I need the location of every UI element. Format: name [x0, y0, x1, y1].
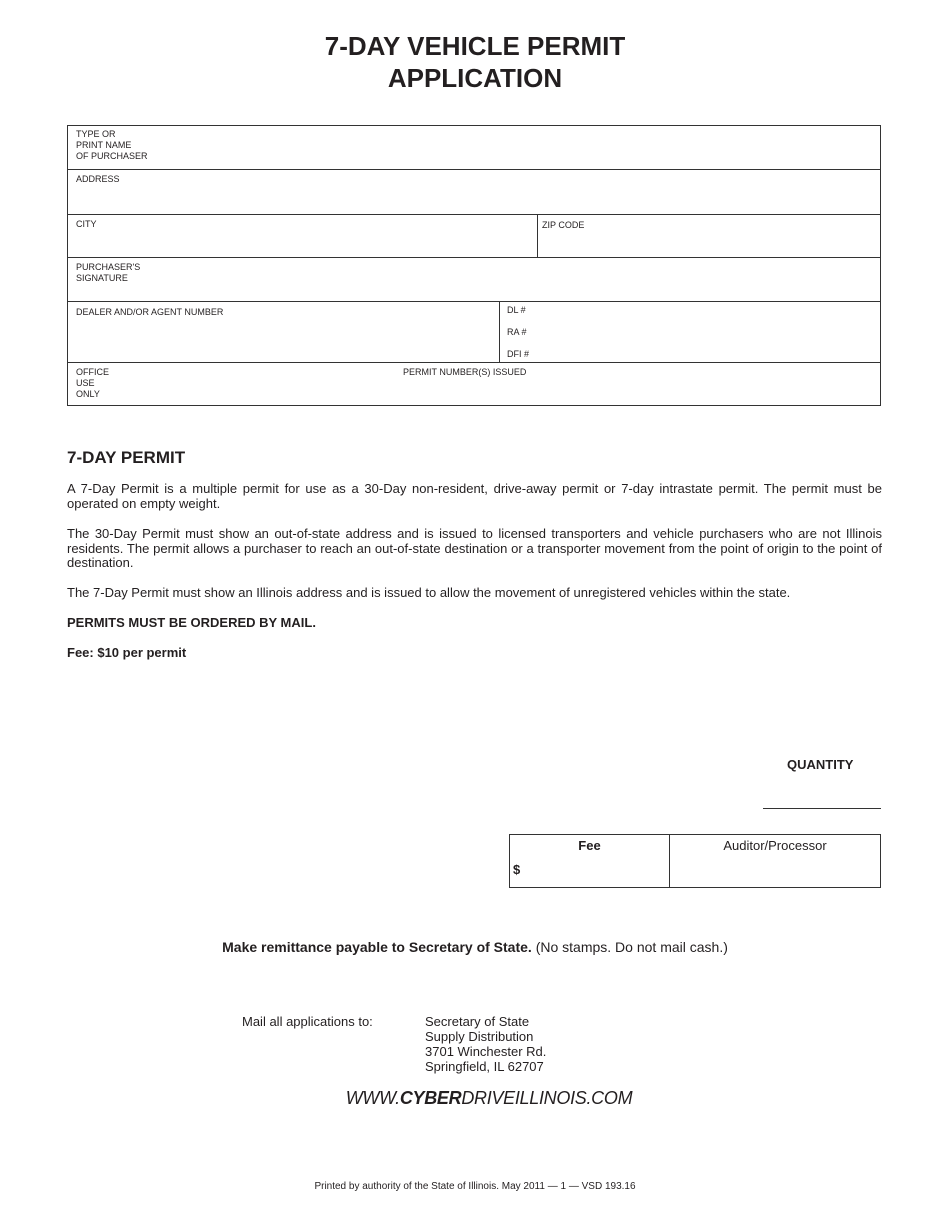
- dealer-row: [68, 302, 880, 363]
- dealer-label: DEALER AND/OR AGENT NUMBER: [76, 307, 224, 317]
- office-use-row: [68, 363, 880, 405]
- mailing-label: Mail all applications to:: [242, 1014, 373, 1029]
- dollar-sign: $: [513, 862, 521, 877]
- purchaser-name-field[interactable]: [68, 126, 880, 170]
- ra-label: RA #: [507, 327, 527, 337]
- signature-label: PURCHASER'S SIGNATURE: [76, 262, 141, 283]
- section-heading: 7-DAY PERMIT: [67, 448, 186, 467]
- paragraph-2: The 30-Day Permit must show an out-of-state address and is issued to licensed transporters and vehicle purchasers who are not Illinois residents. The permit allows a purchaser to reach an out-of-state destination or a transporter movement from the point of origin to the point of destination.: [67, 526, 882, 570]
- application-form: [67, 125, 881, 406]
- office-use-label: OFFICE USE ONLY: [76, 367, 109, 399]
- title-line-1: 7-DAY VEHICLE PERMIT: [324, 31, 626, 61]
- fee-cell[interactable]: [510, 835, 670, 887]
- dl-ra-dfi-field[interactable]: [500, 302, 880, 362]
- auditor-header: Auditor/Processor: [723, 838, 827, 853]
- address-field[interactable]: [68, 170, 880, 215]
- paragraph-3: The 7-Day Permit must show an Illinois address and is issued to allow the movement of unregistered vehicles within the state.: [67, 585, 791, 600]
- auditor-cell[interactable]: [670, 835, 880, 887]
- dl-label: DL #: [507, 305, 526, 315]
- zip-code-label: ZIP CODE: [542, 220, 585, 230]
- quantity-input-line[interactable]: [763, 808, 881, 809]
- footer-text: Printed by authority of the State of Illinois. May 2011 — 1 — VSD 193.16: [314, 1181, 636, 1192]
- remittance-note: Make remittance payable to Secretary of State. (No stamps. Do not mail cash.): [222, 939, 728, 955]
- permit-numbers-label: PERMIT NUMBER(S) ISSUED: [403, 367, 527, 377]
- title-line-2: APPLICATION: [387, 63, 563, 93]
- mail-notice: PERMITS MUST BE ORDERED BY MAIL.: [67, 615, 316, 630]
- fee-table: [509, 834, 881, 888]
- website-logo: WWW.CYBERDRIVEILLINOIS.COM: [345, 1088, 633, 1108]
- signature-field[interactable]: [68, 258, 880, 302]
- mailing-address: Secretary of State Supply Distribution 3701 Winchester Rd. Springfield, IL 62707: [425, 1014, 547, 1074]
- address-label: ADDRESS: [76, 174, 120, 184]
- fee-header: Fee: [578, 838, 601, 853]
- dealer-agent-number-field[interactable]: [68, 302, 499, 362]
- city-field[interactable]: [68, 215, 537, 257]
- paragraph-1: A 7-Day Permit is a multiple permit for use as a 30-Day non-resident, drive-away permit or 7-day intrastate permit. The permit must be operated on empty weight.: [67, 481, 882, 511]
- city-zip-row: [68, 215, 880, 258]
- city-label: CITY: [76, 219, 97, 229]
- fee-notice: Fee: $10 per permit: [67, 645, 187, 660]
- zip-code-field[interactable]: [538, 215, 880, 257]
- page-title: [0, 30, 950, 94]
- quantity-label: QUANTITY: [787, 757, 854, 772]
- purchaser-name-label: TYPE OR PRINT NAME OF PURCHASER: [76, 129, 148, 161]
- dfi-label: DFI #: [507, 349, 530, 359]
